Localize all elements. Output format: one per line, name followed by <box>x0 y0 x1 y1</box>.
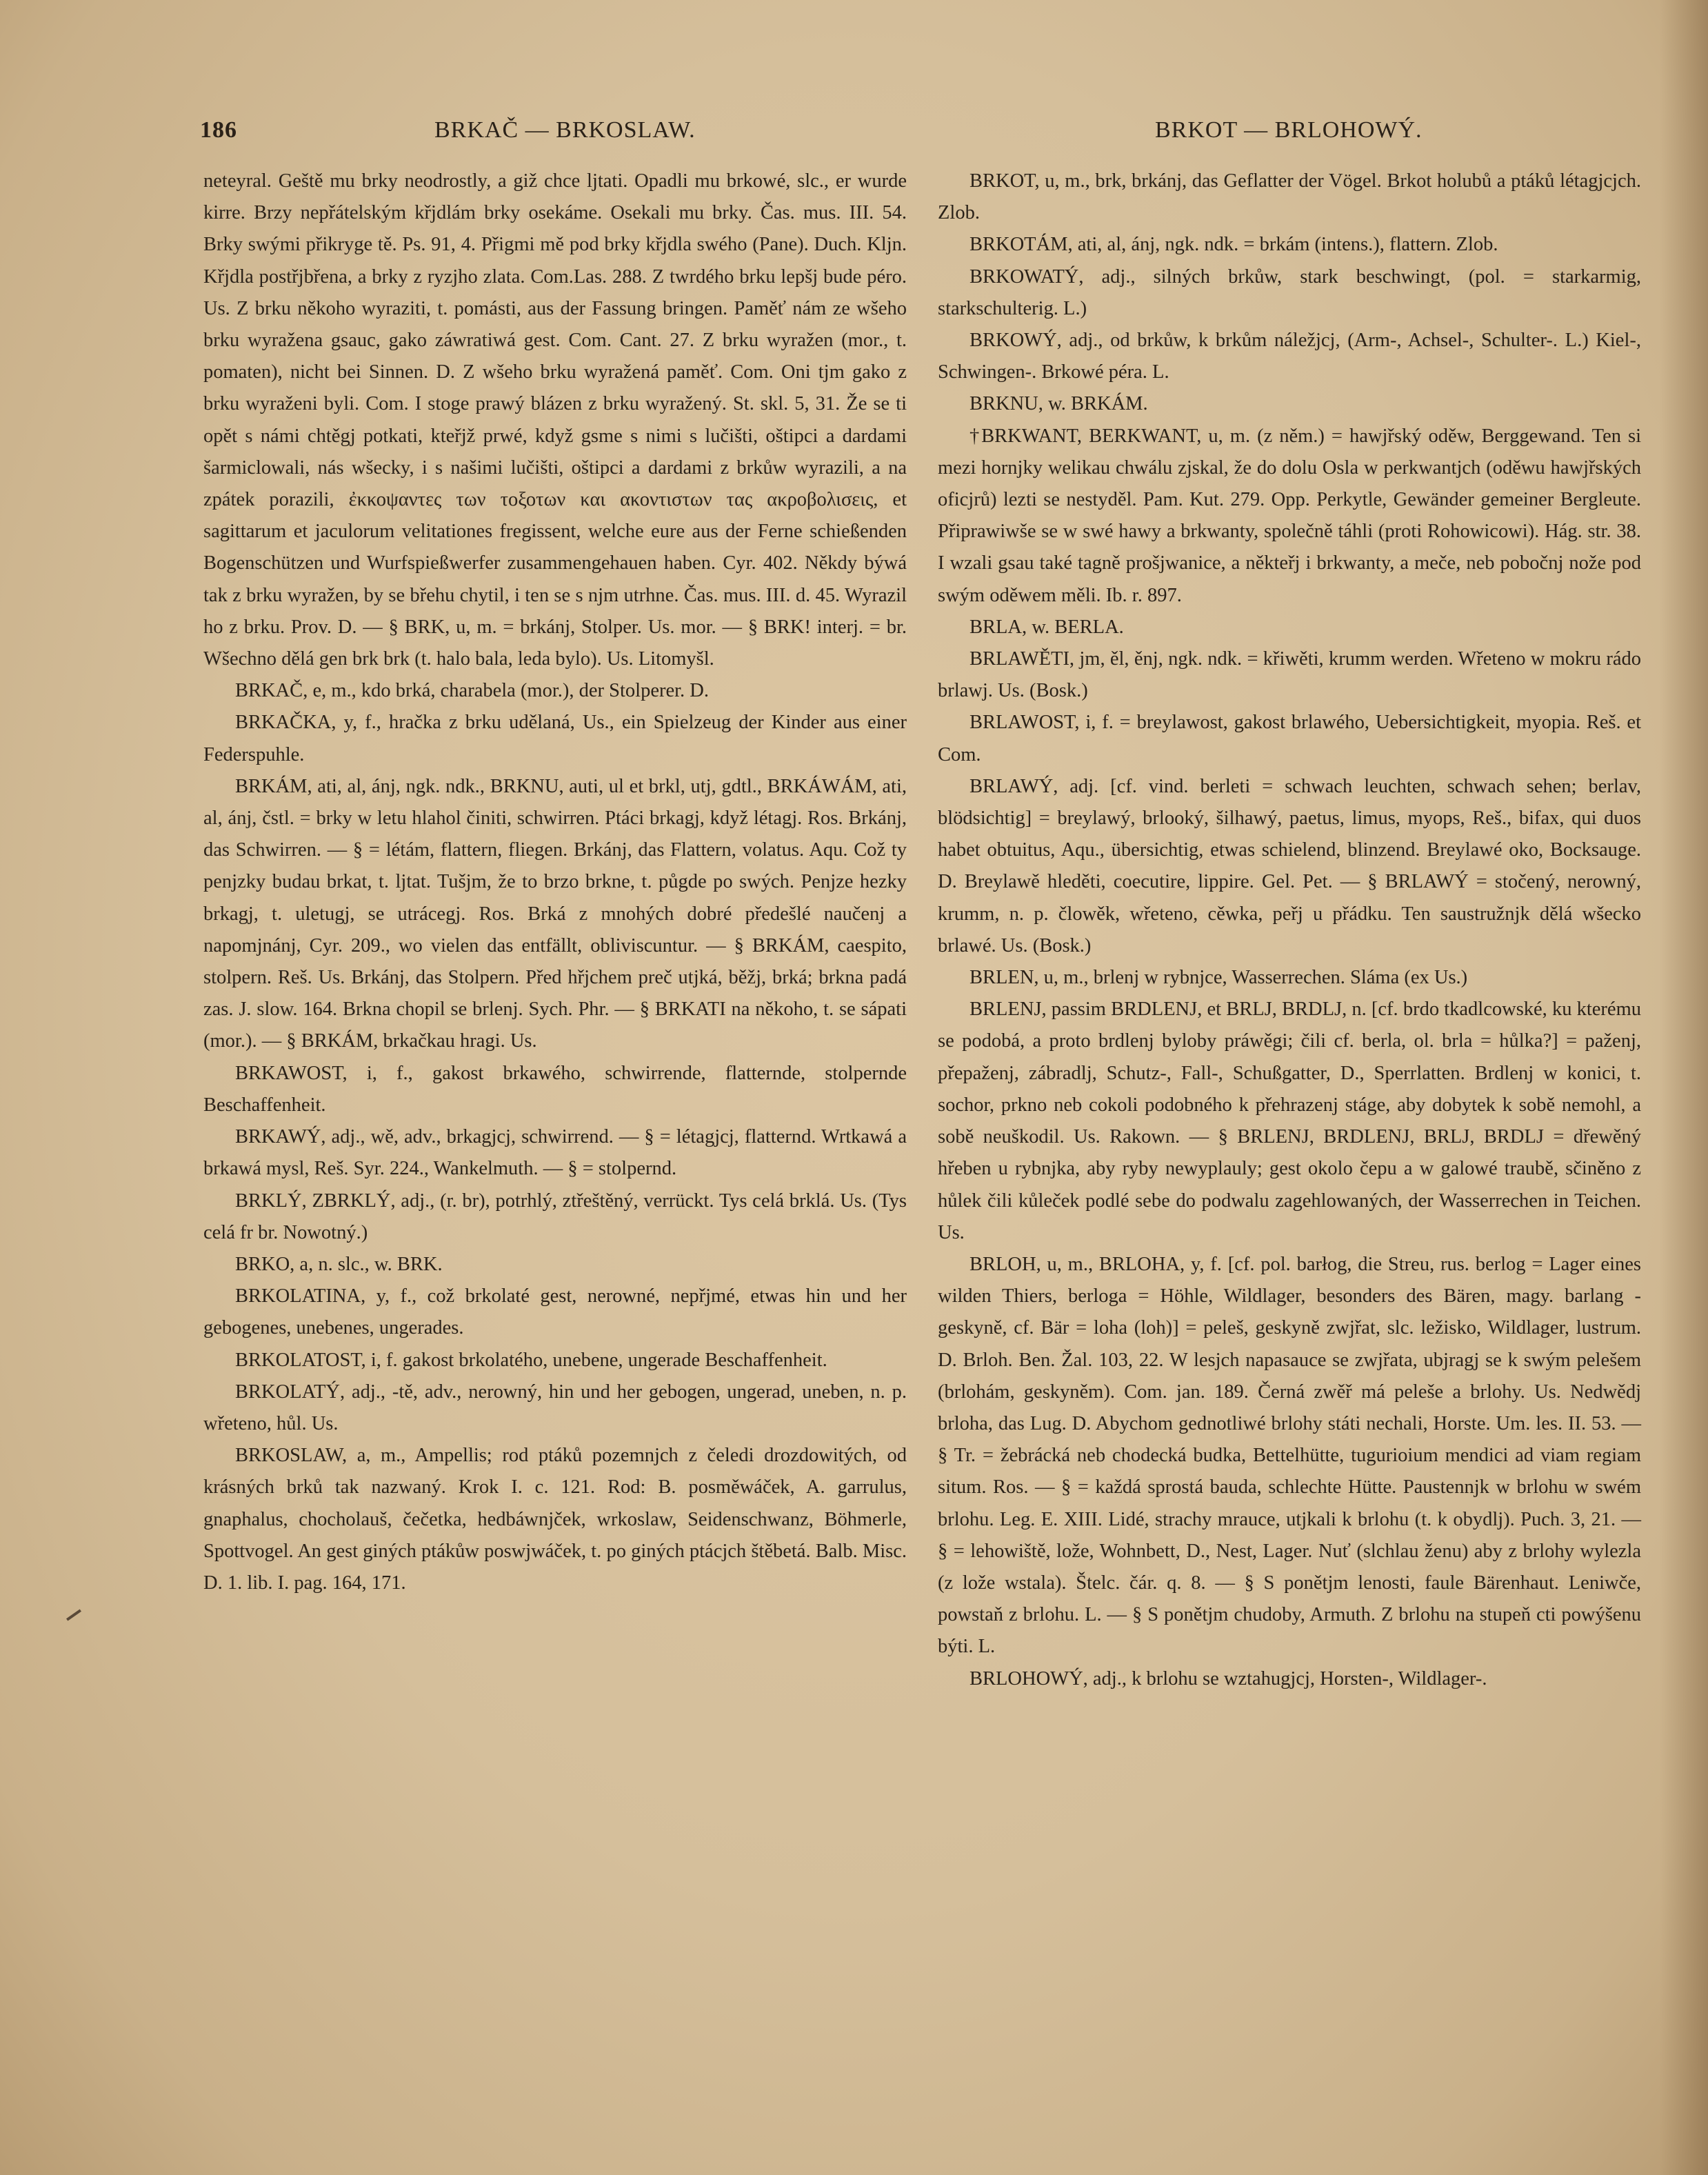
dictionary-entry: BRLOHOWÝ, adj., k brlohu se wztahugjcj, Horsten-, Wildlager-. <box>969 1667 1487 1690</box>
dictionary-entry: BRKOLATINA, y, f., což brkolaté gest, nerowné, nepřjmé, etwas hin und her gebogenes, unebenes, ungerades. <box>203 1285 907 1339</box>
dictionary-entry: BRKÁM, ati, al, ánj, ngk. ndk., BRKNU, auti, ul et brkl, utj, gdtl., BRKÁWÁM, ati, al, ánj, čstl. = brky w letu hlahol činiti, schwirren. Ptáci brkagj, když létagj. Ros. Brkánj, das Schwirren. — § = létám, flattern, fliegen. Brkánj, das Flattern, volatus. Aqu. Což ty penjzky budau brkat, t. ljtat. Tušjm, že to brzo brkne, t. půgde po swých. Penjze hezky brkagj, t. uletugj, se utrácegj. Ros. Brká z mnohých dobré předešlé naučenj a napomjnánj, Cyr. 209., wo vielen das entfällt, obliviscuntur. — § BRKÁM, caespito, stolpern. Reš. Us. Brkánj, das Stolpern. Před hřjchem preč utjká, běžj, brká; brkna padá zas. J. slow. 164. Brkna chopil se brlenj. Sych. Phr. — § BRKATI na někoho, t. se sápati (mor.). — § BRKÁM, brkačkau hragi. Us. <box>203 775 907 1052</box>
page-number: 186 <box>200 117 237 143</box>
page-edge-shadow <box>1660 0 1708 2175</box>
dictionary-entry: BRLA, w. BERLA. <box>969 616 1124 638</box>
dictionary-entry: †BRKWANT, BERKWANT, u, m. (z něm.) = hawjřský oděw, Berggewand. Ten si mezi hornjky welikau chwálu zjskal, že do dolu Osla w perkwantjch (oděwu hawjřských oficjrů) lezti se nestyděl. Pam. Kut. 279. Opp. Perkytle, Gewänder gemeiner Bergleute. Připrawiwše se w swé hawy a brkwanty, společně táhli (proti Rohowicowi). Hág. str. 38. I wzali gsau také tagně prošjwanice, a někteřj i brkwanty, a meče, neb pobočnj nože pod swým oděwem měli. Ib. r. 897. <box>938 425 1641 606</box>
dictionary-entry: BRLEN, u, m., brlenj w rybnjce, Wasserrechen. Sláma (ex Us.) <box>969 967 1468 989</box>
dictionary-entry: BRLENJ, passim BRDLENJ, et BRLJ, BRDLJ, n. [cf. brdo tkadlcowské, ku kterému se podobá, a proto brdlenj byloby práwěgi; čili cf. berla, ol. brla = hůlka?] = paženj, přepaženj, zábradlj, Schutz-, Fall-, Schußgatter, D., Sperrlatten. Brdlenj w konici, t. sochor, prkno neb cokoli podobného k přehrazenj stáge, aby dobytek k sobě nemohl, a sobě neuškodil. Us. Rakown. — § BRLENJ, BRDLENJ, BRLJ, BRDLJ = dřewěný hřeben u rybnjka, aby ryby newyplauly; gest okolo čepu a w galowé traubě, sčiněno z hůlek čili kůleček podlé sebe do podwalu zagehlowaných, der Wasserrechen in Teichen. Us. <box>938 999 1641 1243</box>
dictionary-entry: BRKAWÝ, adj., wě, adv., brkagjcj, schwirrend. — § = létagjcj, flatternd. Wrtkawá a brkawá mysl, Reš. Syr. 224., Wankelmuth. — § = stolpernd. <box>203 1126 907 1180</box>
dictionary-entry: BRKOLATÝ, adj., -tě, adv., nerowný, hin und her gebogen, ungerad, uneben, n. p. wřeteno, hůl. Us. <box>203 1381 907 1434</box>
dictionary-entry: BRKLÝ, ZBRKLÝ, adj., (r. br), potrhlý, ztřeštěný, verrückt. Tys celá brklá. Us. (Tys celá fr br. Nowotný.) <box>203 1190 907 1243</box>
dictionary-entry: BRKAČKA, y, f., hračka z brku udělaná, Us., ein Spielzeug der Kinder aus einer Federspuhle. <box>203 712 907 765</box>
left-column <box>203 166 907 1599</box>
dictionary-entry: BRKOWATÝ, adj., silných brkůw, stark beschwingt, (pol. = starkarmig, starkschulterig. L.) <box>938 265 1641 319</box>
dictionary-entry: neteyral. Geště mu brky neodrostly, a giž chce ljtati. Opadli mu brkowé, slc., er wurde kirre. Brzy nepřátelským křjdlám brky osekáme. Osekali mu brky. Čas. mus. III. 54. Brky swými přikryge tě. Ps. 91, 4. Přigmi mě pod brky křjdla swého (Pane). Duch. Kljn. Křjdla postřjbřena, a brky z ryzjho zlata. Com.Las. 288. Z twrdého brku lepšj bude péro. Us. Z brku někoho wyraziti, t. pomásti, aus der Fassung bringen. Paměť nám ze wšeho brku wyražena gsauc, gako záwratiwá gest. Com. Cant. 27. Z brku wyražen (mor., t. pomaten), nicht bei Sinnen. D. Z wšeho brku wyražená paměť. Com. Oni tjm gako z brku wyraženi byli. Com. I stoge prawý blázen z brku wyražený. St. skl. 5, 31. Že se ti opět s námi chtěgj potkati, kteřjž prwé, když gsme s nimi s lučišti, oštipci a dardami šarmiclowali, nás wšecky, i s našimi lučišti, oštipci a dardami z brkůw wyrazili, a na zpátek porazili, ἐκκοψαντες των τοξοτων και ακοντιστων τας ακροβολισεις, et sagittarum et jaculorum velitationes fregissent, welche eure aus der Ferne schießenden Bogenschützen und Wurfspießwerfer zusammengehauen haben. Cyr. 402. Někdy býwá tak z brku wyražen, by se břehu chytil, i ten se s njm utrhne. Čas. mus. III. d. 45. Wyrazil ho z brku. Prov. D. — § BRK, u, m. = brkánj, Stolper. Us. mor. — § BRK! interj. = br. Wšechno dělá gen brk brk (t. halo bala, leda bylo). Us. Litomyšl. <box>203 170 907 670</box>
dictionary-entry: BRKOSLAW, a, m., Ampellis; rod ptáků pozemnjch z čeledi drozdowitých, od krásných brků tak nazwaný. Krok I. c. 121. Rod: B. posměwáček, A. garrulus, gnaphalus, chocholauš, čečetka, hedbáwnjček, wrkoslaw, Seidenschwanz, Böhmerle, Spottvogel. An gest giných ptákůw poswjwáček, t. po giných ptácjch štěbetá. Balb. Misc. D. 1. lib. I. pag. 164, 171. <box>203 1445 907 1594</box>
right-running-head: BRKOT — BRLOHOWÝ. <box>1155 117 1423 143</box>
left-running-head: BRKAČ — BRKOSLAW. <box>434 117 696 143</box>
dictionary-entry: BRKOWÝ, adj., od brkůw, k brkům náležjcj, (Arm-, Achsel-, Schulter-. L.) Kiel-, Schwingen-. Brkowé péra. L. <box>938 330 1641 383</box>
dictionary-entry: BRLOH, u, m., BRLOHA, y, f. [cf. pol. barłog, die Streu, rus. berlog = Lager eines wilden Thiers, berloga = Höhle, Wildlager, besonders des Bären, magy. barlang - geskyně, cf. Bär = loha (loh)] = peleš, geskyně zwjřat, slc. ležisko, Wildlager, lustrum. D. Brloh. Ben. Žal. 103, 22. W lesjch napasauce se zwjřata, ubjragj se k swým pelešem (brlohám, geskyněm). Com. jan. 189. Černá zwěř má peleše a brlohy. Us. Nedwědj brloha, das Lug. D. Abychom gednotliwé brlohy státi nechali, Horste. Um. les. II. 53. — § Tr. = žebrácká neb chodecká budka, Bettelhütte, tugurioium mendici ad viam regiam situm. Ros. — § = každá sprostá bauda, schlechte Hütte. Paustennjk w brlohu w swém brlohu. Leg. E. XIII. Lidé, strachy mrauce, utjkali k brlohu (t. k obydlj). Puch. 3, 21. — § = lehowiště, lože, Wohnbett, D., Nest, Lager. Nuť (slchlau ženu) aby z brlohy wylezla (z lože wstala). Štelc. čár. q. 8. — § S ponětjm lenosti, faule Bärenhaut. Leniwče, powstaň z brlohu. L. — § S ponětjm chudoby, Armuth. Z brlohu na stupeň cti powýšenu býti. L. <box>938 1253 1641 1658</box>
right-column <box>938 166 1641 1695</box>
running-header <box>200 117 1483 159</box>
dictionary-entry: BRKO, a, n. slc., w. BRK. <box>235 1253 443 1275</box>
dictionary-entry: BRKOT, u, m., brk, brkánj, das Geflatter der Vögel. Brkot holubů a ptáků létagjcjch. Zlob. <box>938 170 1641 224</box>
dictionary-entry: BRLAWÝ, adj. [cf. vind. berleti = schwach leuchten, schwach sehen; berlav, blödsichtig] = breylawý, brlooký, šilhawý, paetus, limus, myops, Reš., bifax, qui duos habet obtuitus, Aqu., übersichtig, etwas schielend, blinzend. Breylawé oko, Bocksauge. D. Breylawě hleděti, coecutire, lippire. Gel. Pet. — § BRLAWÝ = stočený, nerowný, krumm, n. p. člowěk, wřeteno, cěwka, peřj u přádku. Ten saustružnjk dělá wšecko brlawé. Us. (Bosk.) <box>938 775 1641 956</box>
dictionary-entry: BRKOTÁM, ati, al, ánj, ngk. ndk. = brkám (intens.), flattern. Zlob. <box>969 234 1498 256</box>
dictionary-entry: BRKAWOST, i, f., gakost brkawého, schwirrende, flatternde, stolpernde Beschaffenheit. <box>203 1062 907 1116</box>
dictionary-entry: BRKAČ, e, m., kdo brká, charabela (mor.), der Stolperer. D. <box>235 680 709 702</box>
dictionary-entry: BRLAWĚTI, jm, ěl, ěnj, ngk. ndk. = křiwěti, krumm werden. Wřeteno w mokru rádo brlawj. Us. (Bosk.) <box>938 648 1641 702</box>
dictionary-entry: BRLAWOST, i, f. = breylawost, gakost brlawého, Uebersichtigkeit, myopia. Reš. et Com. <box>938 712 1641 765</box>
dictionary-entry: BRKNU, w. BRKÁM. <box>969 393 1148 415</box>
dictionary-entry: BRKOLATOST, i, f. gakost brkolatého, unebene, ungerade Beschaffenheit. <box>235 1349 827 1371</box>
